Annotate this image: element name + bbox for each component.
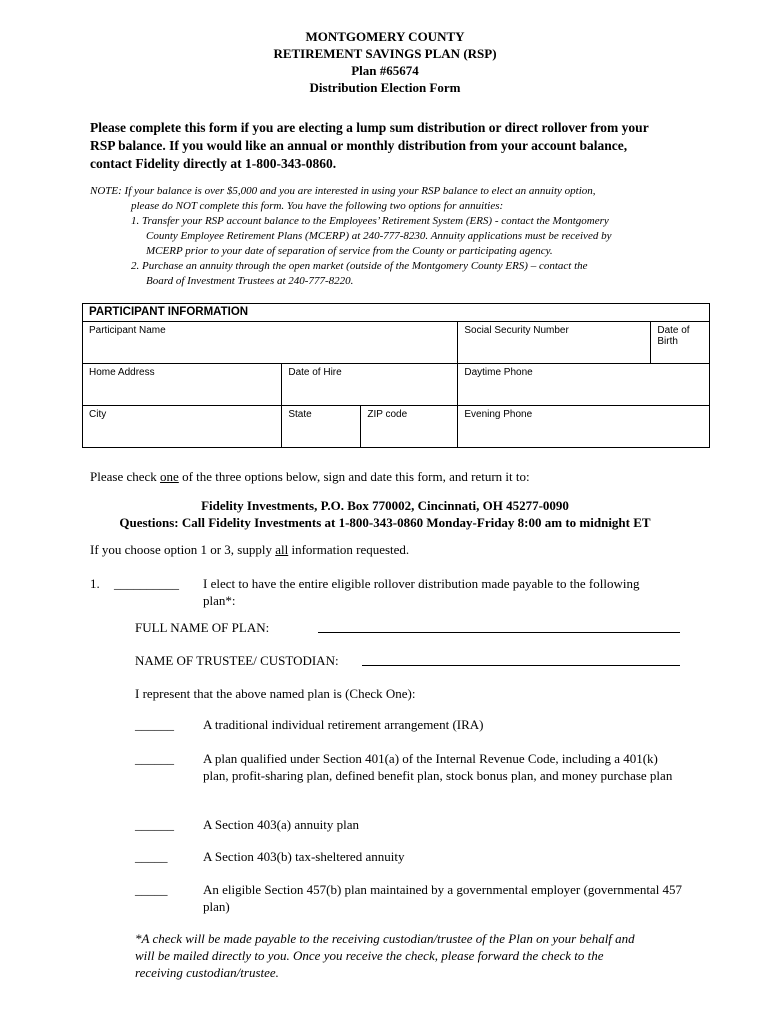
intro-paragraph [90, 119, 690, 173]
daytime-phone-label: Daytime Phone [464, 367, 533, 378]
trustee-custodian-field[interactable] [362, 665, 680, 666]
ira-checkbox-blank[interactable]: ______ [135, 717, 174, 732]
instruction-text: of the three options below, sign and date this form, and return it to: [178, 469, 530, 484]
note-item-2-cont: Board of Investment Trustees at 240-777-8220. [146, 275, 354, 287]
footnote-line: receiving custodian/trustee. [135, 965, 279, 980]
trustee-custodian-label: NAME OF TRUSTEE/ CUSTODIAN: [135, 653, 339, 668]
participant-info-title: PARTICIPANT INFORMATION [83, 304, 710, 322]
questions-line: Questions: Call Fidelity Investments at 1-800-343-0860 Monday-Friday 8:00 am to midnight ET [119, 515, 651, 530]
state-label: State [288, 409, 312, 420]
participant-info-table [82, 303, 710, 448]
full-name-of-plan-label: FULL NAME OF PLAN: [135, 620, 270, 635]
403b-option-text: A Section 403(b) tax-sheltered annuity [203, 849, 405, 864]
city-field[interactable] [83, 406, 282, 448]
note-item-1-cont: County Employee Retirement Plans (MCERP) at 240-777-8230. Annuity applications must be received by [146, 230, 612, 242]
evening-phone-field[interactable] [458, 406, 710, 448]
option-1-number: 1. [90, 576, 100, 591]
option-1-checkbox-blank[interactable]: __________ [114, 576, 179, 591]
check-one-instruction [90, 468, 710, 485]
instruction-emphasis: one [160, 469, 179, 484]
footnote-line: will be mailed directly to you. Once you receive the check, please forward the check to the [135, 948, 604, 963]
403b-checkbox-blank[interactable]: _____ [135, 849, 168, 864]
participant-name-label: Participant Name [89, 325, 166, 336]
home-address-label: Home Address [89, 367, 155, 378]
option-1-line: plan*: [203, 593, 236, 608]
instruction-text: Please check [90, 469, 161, 484]
instruction-text: If you choose option 1 or 3, supply [90, 542, 276, 557]
form-header [0, 28, 770, 96]
city-label: City [89, 409, 107, 420]
represent-statement: I represent that the above named plan is (Check One): [135, 686, 416, 701]
full-name-of-plan-field[interactable] [318, 632, 680, 633]
note-line: NOTE: If your balance is over $5,000 and you are interested in using your RSP balance to elect an annuity option, [90, 185, 596, 197]
zip-field[interactable] [361, 406, 458, 448]
header-form-title: Distribution Election Form [309, 80, 461, 95]
supply-info-instruction [90, 541, 710, 558]
intro-line: RSP balance. If you would like an annual or monthly distribution from your account balance, [90, 138, 628, 153]
option-1-line: I elect to have the entire eligible rollover distribution made payable to the following [203, 576, 640, 591]
mailing-address: Fidelity Investments, P.O. Box 770002, Cincinnati, OH 45277-0090 [201, 498, 569, 513]
note-line: please do NOT complete this form. You have the following two options for annuities: [131, 200, 504, 212]
ssn-label: Social Security Number [464, 325, 569, 336]
home-address-field[interactable] [83, 364, 282, 406]
403a-checkbox-blank[interactable]: ______ [135, 817, 174, 832]
instruction-text: information requested. [288, 542, 410, 557]
403a-option-text: A Section 403(a) annuity plan [203, 817, 359, 832]
header-plan-name: RETIREMENT SAVINGS PLAN (RSP) [273, 46, 497, 61]
check-footnote [135, 930, 685, 981]
zip-label: ZIP code [367, 409, 408, 420]
date-of-hire-label: Date of Hire [288, 367, 342, 378]
dob-label: Date of Birth [657, 325, 690, 347]
note-item-1-cont: MCERP prior to your date of separation of service from the County or participating agency. [146, 245, 553, 257]
participant-name-field[interactable] [83, 322, 458, 364]
date-of-hire-field[interactable] [282, 364, 458, 406]
state-field[interactable] [282, 406, 361, 448]
instruction-emphasis: all [275, 542, 289, 557]
daytime-phone-field[interactable] [458, 364, 710, 406]
annuity-note [90, 184, 690, 289]
option-1-text [203, 575, 693, 609]
ssn-field[interactable] [458, 322, 651, 364]
457b-checkbox-blank[interactable]: _____ [135, 882, 168, 897]
dob-field[interactable] [651, 322, 710, 364]
header-plan-number: Plan #65674 [351, 63, 419, 78]
401a-option-text: A plan qualified under Section 401(a) of the Internal Revenue Code, including a 401(k) plan, profit-sharing plan, defined benefit plan, stock bonus plan, and money purchase plan [203, 751, 673, 783]
evening-phone-label: Evening Phone [464, 409, 533, 420]
header-county: MONTGOMERY COUNTY [305, 29, 465, 44]
intro-line: contact Fidelity directly at 1-800-343-0860. [90, 156, 337, 171]
457b-option-text: An eligible Section 457(b) plan maintained by a governmental employer (governmental 457 plan) [203, 882, 683, 914]
401a-checkbox-blank[interactable]: ______ [135, 751, 174, 766]
note-item-2: 2. Purchase an annuity through the open market (outside of the Montgomery County ERS) – contact the [131, 260, 588, 272]
footnote-line: *A check will be made payable to the receiving custodian/trustee of the Plan on your behalf and [135, 931, 635, 946]
intro-line: Please complete this form if you are electing a lump sum distribution or direct rollover from your [90, 120, 649, 135]
note-item-1: 1. Transfer your RSP account balance to the Employees’ Retirement System (ERS) - contact the Montgomery [131, 215, 609, 227]
ira-option-text: A traditional individual retirement arrangement (IRA) [203, 717, 484, 732]
